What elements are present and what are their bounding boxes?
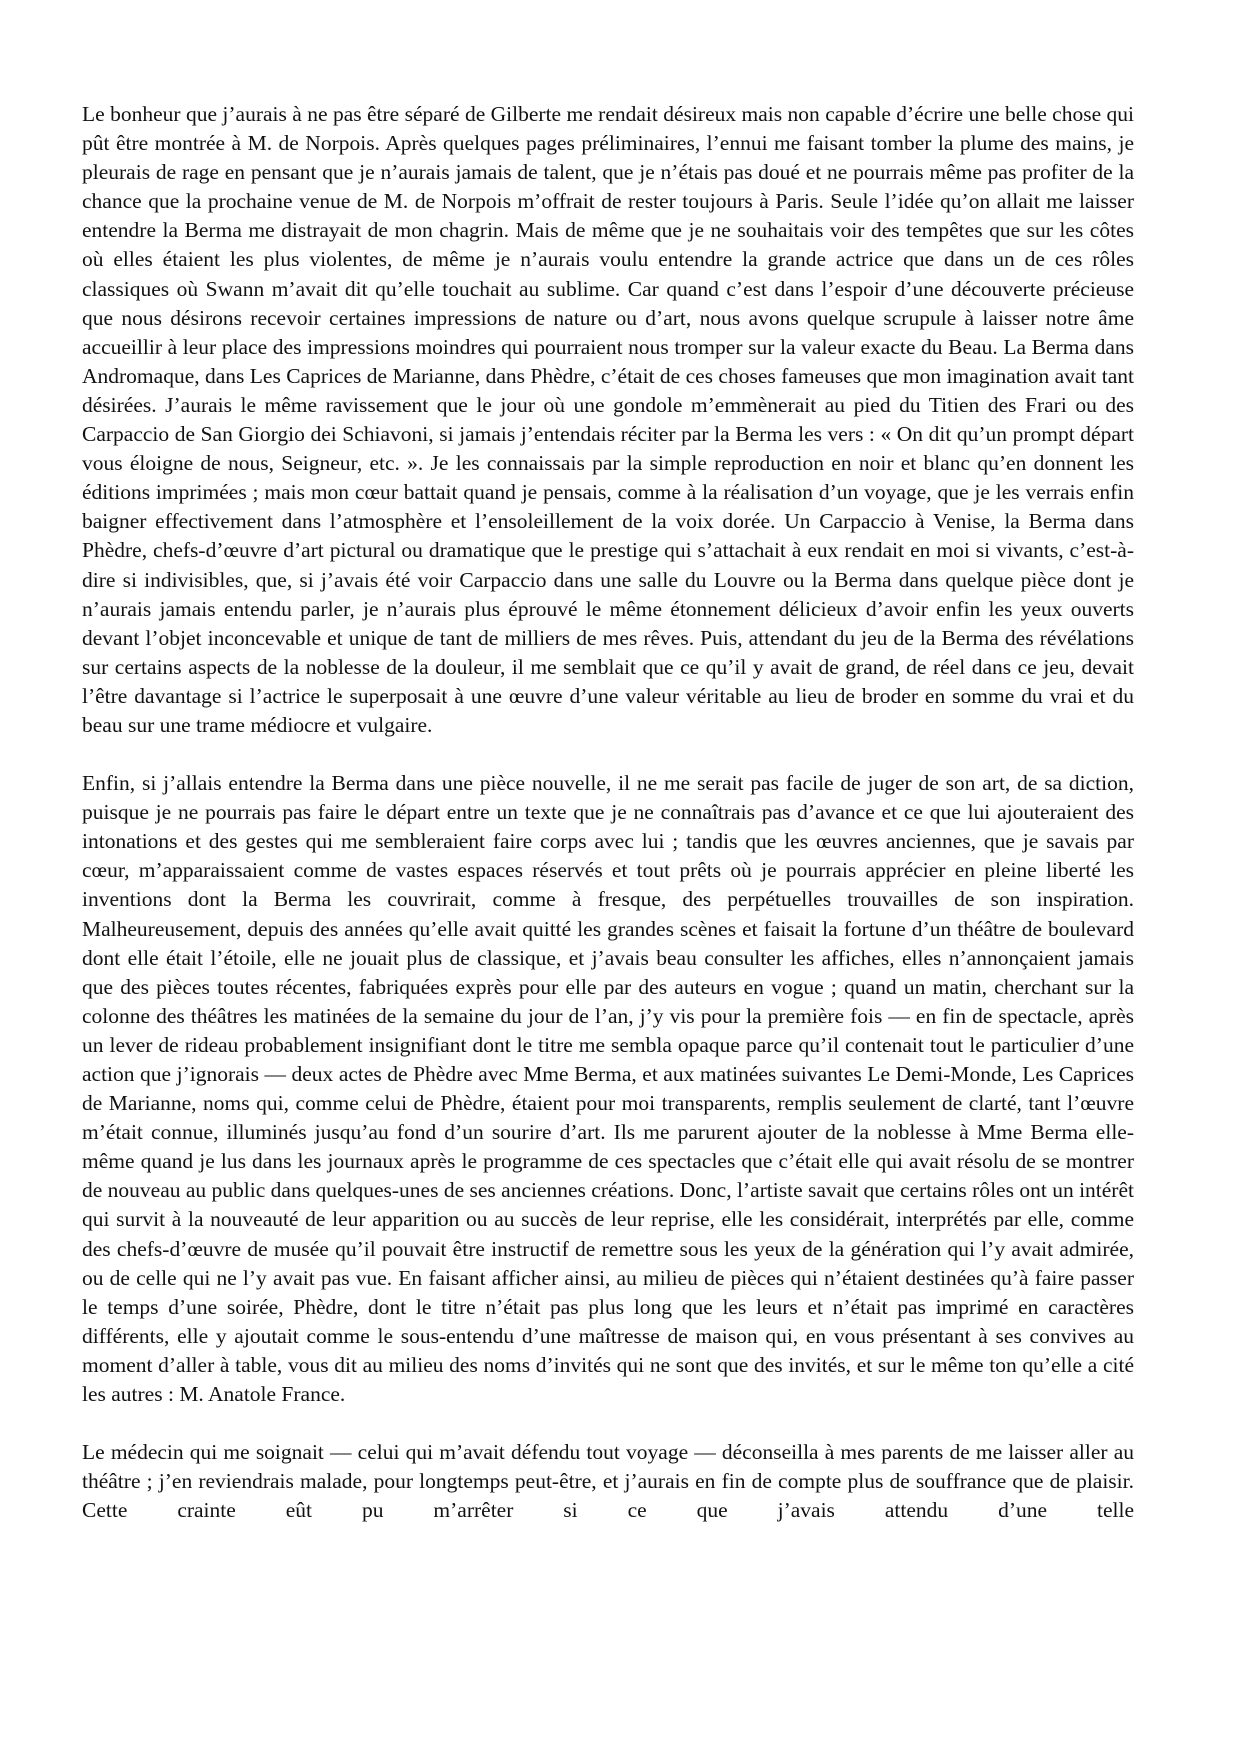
paragraph-1: Le bonheur que j’aurais à ne pas être séparé de Gilberte me rendait désireux mais non capable d’écrire une belle chose qui pût être montrée à M. de Norpois. Après quelques pages préliminaires, l’ennui me faisant tomber la plume des mains, je pleurais de rage en pensant que je n’aurais jamais de talent, que je n’étais pas doué et ne pourrais même pas profiter de la chance que la prochaine venue de M. de Norpois m’offrait de rester toujours à Paris. Seule l’idée qu’on allait me laisser entendre la Berma me distrayait de mon chagrin. Mais de même que je ne souhaitais voir des tempêtes que sur les côtes où elles étaient les plus violentes, de même je n’aurais voulu entendre la grande actrice que dans un de ces rôles classiques où Swann m’avait dit qu’elle touchait au sublime. Car quand c’est dans l’espoir d’une découverte précieuse que nous désirons recevoir certaines impressions de nature ou d’art, nous avons quelque scrupule à laisser notre âme accueillir à leur place des impressions moindres qui pourraient nous tromper sur la valeur exacte du Beau. La Berma dans Andromaque, dans Les Caprices de Marianne, dans Phèdre, c’était de ces choses fameuses que mon imagination avait tant désirées. J’aurais le même ravissement que le jour où une gondole m’emmènerait au pied du Titien des Frari ou des Carpaccio de San Giorgio dei Schiavoni, si jamais j’entendais réciter par la Berma les vers : « On dit qu’un prompt départ vous éloigne de nous, Seigneur, etc. ». Je les connaissais par la simple reproduction en noir et blanc qu’en donnent les éditions imprimées ; mais mon cœur battait quand je pensais, comme à la réalisation d’un voyage, que je les verrais enfin baigner effectivement dans l’atmosphère et l’ensoleillement de la voix dorée. Un Carpaccio à Venise, la Berma dans Phèdre, chefs-d’œuvre d’art pictural ou dramatique que le prestige qui s’attachait à eux rendait en moi si vivants, c’est-à-dire si indivisibles, que, si j’avais été voir Carpaccio dans une salle du Louvre ou la Berma dans quelque pièce dont je n’aurais jamais entendu parler, je n’aurais plus éprouvé le même étonnement délicieux d’avoir enfin les yeux ouverts devant l’objet inconcevable et unique de tant de milliers de mes rêves. Puis, attendant du jeu de la Berma des révélations sur certains aspects de la noblesse de la douleur, il me semblait que ce qu’il y avait de grand, de réel dans ce jeu, devait l’être davantage si l’actrice le superposait à une œuvre d’une valeur véritable au lieu de broder en somme du vrai et du beau sur une trame médiocre et vulgaire. <box>82 102 1134 737</box>
document-page <box>82 100 1134 1525</box>
paragraph-2: Enfin, si j’allais entendre la Berma dans une pièce nouvelle, il ne me serait pas facile de juger de son art, de sa diction, puisque je ne pourrais pas faire le départ entre un texte que je ne connaîtrais pas d’avance et ce que lui ajouteraient des intonations et des gestes qui me sembleraient faire corps avec lui ; tandis que les œuvres anciennes, que je savais par cœur, m’apparaissaient comme de vastes espaces réservés et tout prêts où je pourrais apprécier en pleine liberté les inventions dont la Berma les couvrirait, comme à fresque, des perpétuelles trouvailles de son inspiration. Malheureusement, depuis des années qu’elle avait quitté les grandes scènes et faisait la fortune d’un théâtre de boulevard dont elle était l’étoile, elle ne jouait plus de classique, et j’avais beau consulter les affiches, elles n’annonçaient jamais que des pièces toutes récentes, fabriquées exprès pour elle par des auteurs en vogue ; quand un matin, cherchant sur la colonne des théâtres les matinées de la semaine du jour de l’an, j’y vis pour la première fois — en fin de spectacle, après un lever de rideau probablement insignifiant dont le titre me sembla opaque parce qu’il contenait tout le particulier d’une action que j’ignorais — deux actes de Phèdre avec Mme Berma, et aux matinées suivantes Le Demi-Monde, Les Caprices de Marianne, noms qui, comme celui de Phèdre, étaient pour moi transparents, remplis seulement de clarté, tant l’œuvre m’était connue, illuminés jusqu’au fond d’un sourire d’art. Ils me parurent ajouter de la noblesse à Mme Berma elle-même quand je lus dans les journaux après le programme de ces spectacles que c’était elle qui avait résolu de se montrer de nouveau au public dans quelques-unes de ses anciennes créations. Donc, l’artiste savait que certains rôles ont un intérêt qui survit à la nouveauté de leur apparition ou au succès de leur reprise, elle les considérait, interprétés par elle, comme des chefs-d’œuvre de musée qu’il pouvait être instructif de remettre sous les yeux de la génération qui l’y avait admirée, ou de celle qui ne l’y avait pas vue. En faisant afficher ainsi, au milieu de pièces qui n’étaient destinées qu’à faire passer le temps d’une soirée, Phèdre, dont le titre n’était pas plus long que les leurs et n’était pas imprimé en caractères différents, elle y ajoutait comme le sous-entendu d’une maîtresse de maison qui, en vous présentant à ses convives au moment d’aller à table, vous dit au milieu des noms d’invités qui ne sont que des invités, et sur le même ton qu’elle a cité les autres : M. Anatole France. <box>82 771 1134 1407</box>
paragraph-3: Le médecin qui me soignait — celui qui m’avait défendu tout voyage — déconseilla à mes parents de me laisser aller au théâtre ; j’en reviendrais malade, pour longtemps peut-être, et j’aurais en fin de compte plus de souffrance que de plaisir. Cette crainte eût pu m’arrêter si ce que j’avais attendu d’une telle <box>82 1440 1134 1523</box>
